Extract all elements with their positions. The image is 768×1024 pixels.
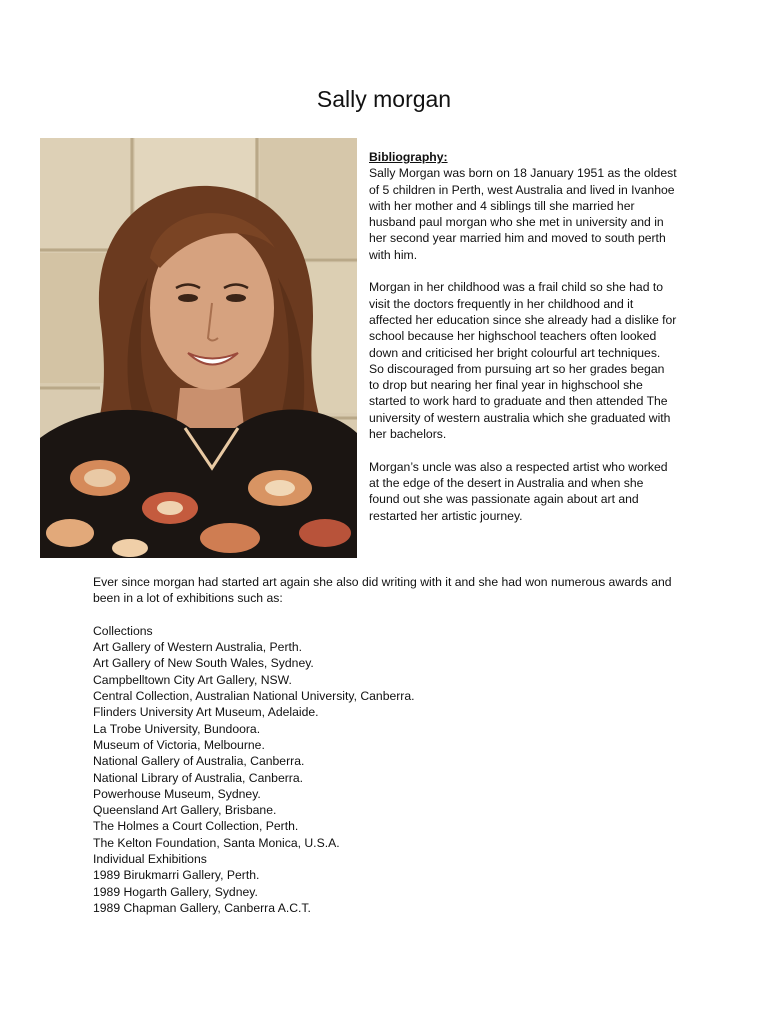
list-item: Art Gallery of Western Australia, Perth. bbox=[93, 640, 303, 655]
list-item: The Kelton Foundation, Santa Monica, U.S.A. bbox=[93, 835, 340, 850]
list-item: 1989 Chapman Gallery, Canberra A.C.T. bbox=[93, 900, 311, 915]
exhibitions-list bbox=[93, 623, 693, 916]
list-item: Collections bbox=[93, 623, 153, 638]
list-item: Museum of Victoria, Melbourne. bbox=[93, 737, 265, 752]
portrait-photo bbox=[40, 138, 357, 558]
list-item: 1989 Birukmarri Gallery, Perth. bbox=[93, 868, 260, 883]
list-item: Campbelltown City Art Gallery, NSW. bbox=[93, 672, 292, 687]
list-item: Queensland Art Gallery, Brisbane. bbox=[93, 803, 277, 818]
page-title: Sally morgan bbox=[316, 86, 452, 112]
list-item: Art Gallery of New South Wales, Sydney. bbox=[93, 656, 314, 671]
exhibitions-intro: Ever since morgan had started art again she also did writing with it and she had won numerous awards and been in a lot of exhibitions such as: bbox=[93, 575, 672, 606]
list-item: National Library of Australia, Canberra. bbox=[93, 770, 304, 785]
list-item: Central Collection, Australian National University, Canberra. bbox=[93, 689, 415, 704]
list-item: Individual Exhibitions bbox=[93, 852, 207, 867]
list-item: National Gallery of Australia, Canberra. bbox=[93, 754, 305, 769]
list-item: Flinders University Art Museum, Adelaide. bbox=[93, 705, 319, 720]
bibliography-heading: Bibliography: bbox=[369, 150, 448, 164]
list-item: The Holmes a Court Collection, Perth. bbox=[93, 819, 299, 834]
bio-paragraph: Morgan in her childhood was a frail child so she had to visit the doctors frequently in her childhood and it affected her education since she already had a dislike for school because her highschool teachers often looked down and criticised her bright colourful art techniques. So discouraged from pursuing art so her grades began to drop but nearing her final year in highschool she started to work hard to graduate and then attended The university of western australia which she graduated with her bachelors. bbox=[369, 280, 677, 442]
bio-paragraph: Sally Morgan was born on 18 January 1951 as the oldest of 5 children in Perth, west Australia and lived in Ivanhoe with her mother and 4 siblings till she married her husband paul morgan who she met in university and in her second year married him and moved to south perth with him. bbox=[369, 166, 677, 262]
bio-paragraph: Morgan’s uncle was also a respected artist who worked at the edge of the desert in Australia and when she found out she was passionate again about art and restarted her artistic journey. bbox=[369, 459, 668, 523]
list-item: 1989 Hogarth Gallery, Sydney. bbox=[93, 884, 258, 899]
exhibitions-section bbox=[93, 574, 693, 916]
bibliography-section bbox=[369, 149, 677, 540]
list-item: La Trobe University, Bundoora. bbox=[93, 721, 261, 736]
list-item: Powerhouse Museum, Sydney. bbox=[93, 786, 261, 801]
